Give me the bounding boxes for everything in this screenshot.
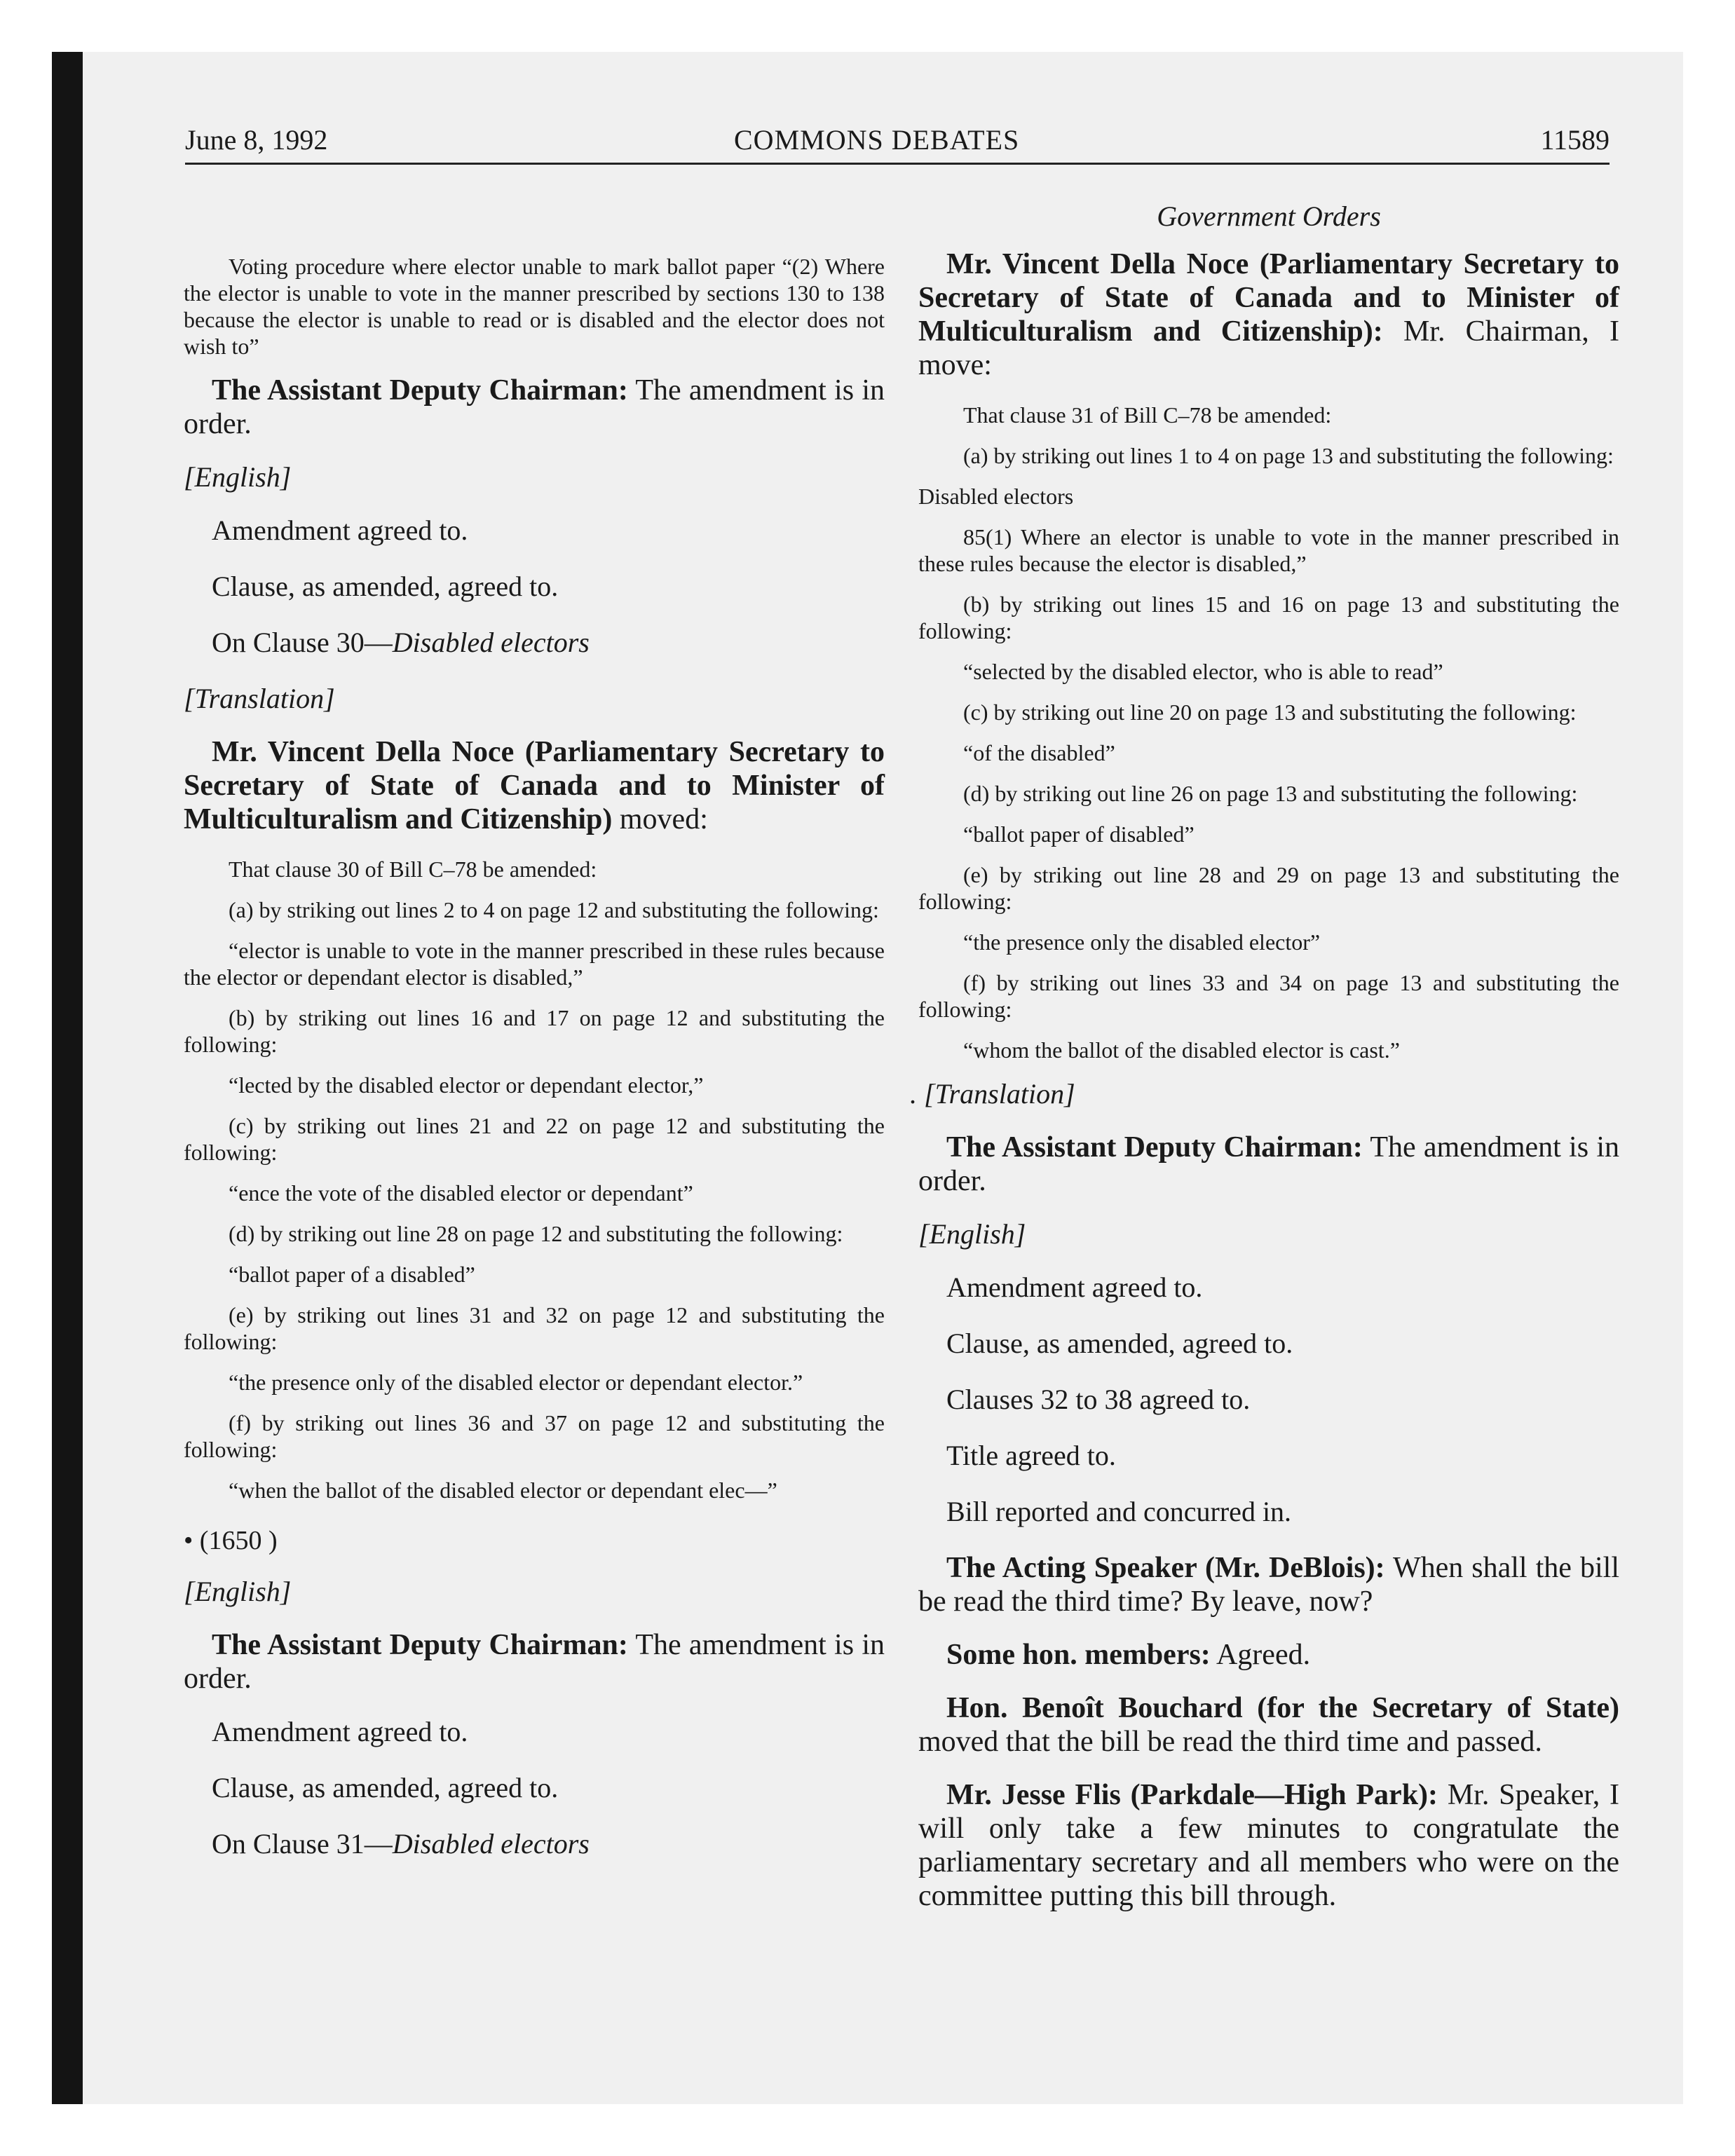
tag-text: [English] [918,1218,1026,1250]
speech-text: The amendment is in order. [184,1629,885,1695]
della-noce-move [918,247,1619,382]
speaker-name: The Assistant Deputy Chairman: [212,1629,628,1661]
amendment-e-quote: “the presence only of the disabled elector or dependant elector.” [229,1370,803,1395]
on-clause-31 [184,1827,885,1861]
language-tag-translation-1 [184,682,885,716]
speaker-name: Hon. Benoît Bouchard (for the Secretary of State) [946,1692,1619,1724]
title-agreed: Title agreed to. [946,1440,1116,1471]
motion-intro: That clause 30 of Bill C–78 be amended: [229,857,597,882]
speaker-name: The Assistant Deputy Chairman: [946,1131,1363,1164]
members-response [918,1638,1619,1672]
amendment-b-quote: “selected by the disabled elector, who is able to read” [963,659,1443,684]
header-date: June 8, 1992 [185,124,328,156]
clause-prefix: On Clause 30— [212,627,393,658]
chairman-ruling-1 [184,374,885,441]
tag-text: [Translation] [184,683,335,714]
chairman-ruling [918,1131,1619,1198]
header-rule [185,163,1610,165]
speaker-name: Mr. Vincent Della Noce (Parliamentary Secretary to Secretary of State of Canada and to Minister of Multiculturalism and Citizenship): [918,248,1619,348]
left-column [184,200,885,1883]
amendment-e: (e) by striking out lines 31 and 32 on page 12 and substituting the following: [184,1302,885,1354]
speaker-name: Some hon. members: [946,1639,1211,1671]
amendment-agreed-2: Amendment agreed to. [212,1716,468,1747]
amendment-f: (f) by striking out lines 36 and 37 on page 12 and substituting the following: [184,1410,885,1462]
speech-text: When shall the bill be read the third time? By leave, now? [918,1552,1619,1618]
speaker-name: The Acting Speaker (Mr. DeBlois): [946,1552,1385,1584]
amendment-e: (e) by striking out line 28 and 29 on page 13 and substituting the following: [918,862,1619,914]
clauses-32-38-agreed: Clauses 32 to 38 agreed to. [946,1384,1251,1415]
amendment-a: (a) by striking out lines 2 to 4 on page 12 and substituting the following: [229,897,879,922]
time-marker: • (1650 ) [184,1526,278,1555]
bouchard-motion [918,1691,1619,1759]
speech-text: Mr. Speaker, I will only take a few minutes to congratulate the parliamentary secretary and all members who were on the committee putting this bill through. [918,1779,1620,1912]
amendment-c-quote: “ence the vote of the disabled elector or dependant” [229,1180,693,1206]
amendment-f-quote: “when the ballot of the disabled elector or dependant elec—” [229,1478,777,1503]
speech-text: moved: [612,803,708,835]
speech-text: The amendment is in order. [918,1131,1619,1197]
amendment-b: (b) by striking out lines 16 and 17 on page 12 and substituting the following: [184,1005,885,1057]
right-column [910,200,1620,1932]
amendment-d-quote: “ballot paper of disabled” [963,821,1195,847]
speech-text: moved that the bill be read the third time and passed. [918,1726,1542,1758]
speaker-name: Mr. Jesse Flis (Parkdale—High Park): [946,1779,1438,1811]
quoted-voting-procedure: Voting procedure where elector unable to mark ballot paper “(2) Where the elector is unable to vote in the manner prescribed by sections 130 to 138 because the elector is unable to read or is disabled and the elector does not wish to” [184,254,885,359]
della-noce-motion [184,735,885,836]
amendment-e-quote: “the presence only the disabled elector” [963,929,1321,955]
amendment-d: (d) by striking out line 26 on page 13 and substituting the following: [963,781,1578,806]
language-tag-translation [910,1077,1619,1111]
clause-prefix: On Clause 31— [212,1828,393,1860]
speaker-name: Mr. Vincent Della Noce (Parliamentary Secretary to Secretary of State of Canada and to Minister of Multiculturalism and Citizenship) [184,736,885,835]
bill-reported: Bill reported and concurred in. [946,1496,1292,1527]
tag-text: [English] [184,461,292,493]
amendment-c: (c) by striking out lines 21 and 22 on page 12 and substituting the following: [184,1113,885,1165]
amendment-d-quote: “ballot paper of a disabled” [229,1262,475,1287]
clause-subject: Disabled electors [392,627,590,658]
language-tag-english-2 [184,1575,885,1609]
header-title: COMMONS DEBATES [734,124,1020,156]
amendment-a-quote: 85(1) Where an elector is unable to vote in the manner prescribed in these rules because the elector is disabled,” [918,524,1619,576]
acting-speaker-question [918,1551,1619,1618]
amendment-b-quote: “lected by the disabled elector or dependant elector,” [229,1072,704,1098]
clause-agreed-2: Clause, as amended, agreed to. [212,1772,559,1803]
chairman-ruling-2 [184,1628,885,1696]
clause-agreed: Clause, as amended, agreed to. [946,1328,1293,1359]
amendment-c-quote: “of the disabled” [963,740,1115,765]
clause-subject: Disabled electors [392,1828,590,1860]
clause-agreed-1: Clause, as amended, agreed to. [212,571,559,602]
speech-text: Agreed. [1210,1639,1311,1671]
amendment-f: (f) by striking out lines 33 and 34 on page 13 and substituting the following: [918,970,1619,1022]
amendment-d: (d) by striking out line 28 on page 12 and substituting the following: [229,1221,843,1246]
amendment-agreed: Amendment agreed to. [946,1271,1203,1303]
amendment-a-quote: “elector is unable to vote in the manner prescribed in these rules because the elector or dependant elector is disabled,” [184,938,885,990]
speech-text: The amendment is in order. [184,374,885,440]
amendment-a: (a) by striking out lines 1 to 4 on page 13 and substituting the following: [963,443,1614,468]
scan-edge-bar [52,52,83,2104]
tag-text: [English] [184,1576,292,1607]
speech-text: Mr. Chairman, I move: [918,315,1619,381]
amendment-agreed-1: Amendment agreed to. [212,514,468,546]
amendment-c: (c) by striking out line 20 on page 13 and substituting the following: [963,700,1577,725]
motion-intro: That clause 31 of Bill C–78 be amended: [963,402,1332,428]
amendment-b: (b) by striking out lines 15 and 16 on page 13 and substituting the following: [918,592,1619,643]
on-clause-30 [184,626,885,660]
tag-text: . [Translation] [910,1078,1075,1110]
section-heading: Government Orders [1157,200,1381,232]
header-page-number: 11589 [1540,124,1610,156]
language-tag-english-1 [184,460,885,494]
speaker-name: The Assistant Deputy Chairman: [212,374,628,407]
amendment-f-quote: “whom the ballot of the disabled elector is cast.” [963,1037,1400,1063]
marginal-note-disabled-electors: Disabled electors [918,484,1074,509]
language-tag-english [918,1217,1619,1251]
flis-speech [918,1778,1619,1913]
